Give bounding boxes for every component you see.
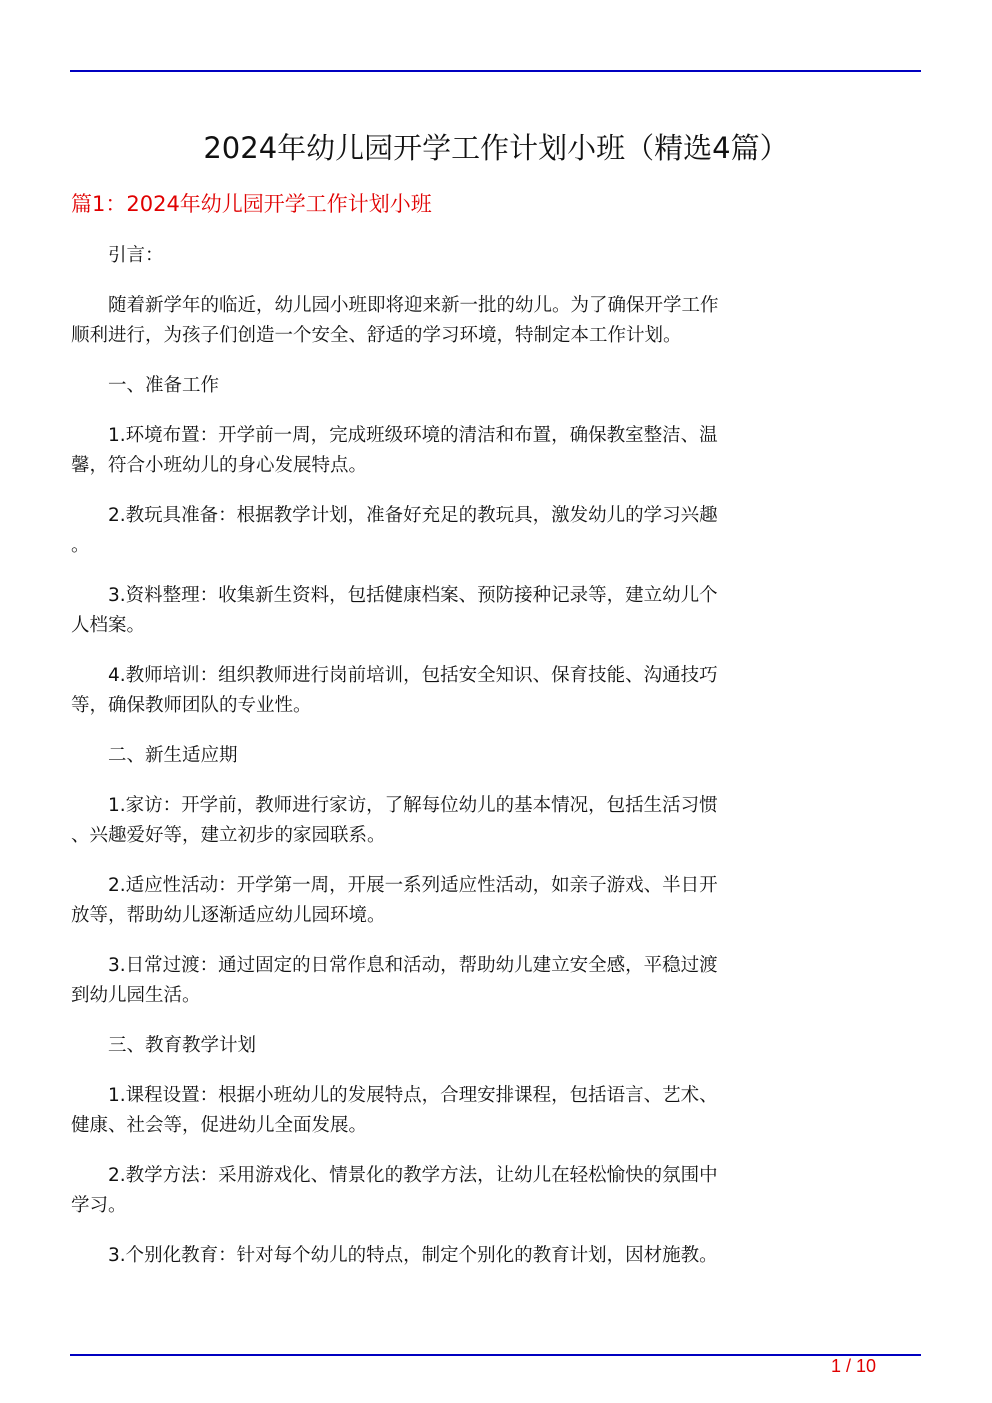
paragraph	[71, 661, 771, 721]
paragraph-line: 2.适应性活动：开学第一周，开展一系列适应性活动，如亲子游戏、半日开	[108, 875, 718, 896]
paragraph-line: 。	[71, 535, 90, 556]
paragraph-line: 三、教育教学计划	[108, 1035, 257, 1056]
paragraph	[71, 421, 771, 481]
paragraph	[71, 241, 771, 271]
paragraph-line: 健康、社会等，促进幼儿全面发展。	[71, 1115, 368, 1136]
paragraph-line: 1.环境布置：开学前一周，完成班级环境的清洁和布置，确保教室整洁、温	[108, 425, 718, 446]
section-heading: 篇1：2024年幼儿园开学工作计划小班	[71, 192, 432, 216]
paragraph	[71, 501, 771, 561]
paragraph	[71, 741, 771, 771]
paragraph	[71, 1031, 771, 1061]
paragraph-line: 2.教玩具准备：根据教学计划，准备好充足的教玩具，激发幼儿的学习兴趣	[108, 505, 718, 526]
paragraph	[71, 791, 771, 851]
paragraph	[71, 1161, 771, 1221]
paragraph-line: 随着新学年的临近，幼儿园小班即将迎来新一批的幼儿。为了确保开学工作	[108, 295, 719, 316]
paragraph	[71, 1241, 771, 1271]
paragraph-line: 引言：	[108, 245, 164, 266]
paragraph	[71, 951, 771, 1011]
paragraph-line: 馨，符合小班幼儿的身心发展特点。	[71, 455, 368, 476]
paragraph-line: 学习。	[71, 1195, 127, 1216]
header-rule	[70, 70, 921, 72]
paragraph	[71, 871, 771, 931]
paragraph-line: 4.教师培训：组织教师进行岗前培训，包括安全知识、保育技能、沟通技巧	[108, 665, 718, 686]
document-body	[71, 241, 771, 1291]
paragraph-line: 二、新生适应期	[108, 745, 238, 766]
paragraph-line: 3.日常过渡：通过固定的日常作息和活动，帮助幼儿建立安全感，平稳过渡	[108, 955, 718, 976]
paragraph-line: 人档案。	[71, 615, 146, 636]
page-indicator: 1 / 10	[830, 1356, 876, 1376]
paragraph-line: 2.教学方法：采用游戏化、情景化的教学方法，让幼儿在轻松愉快的氛围中	[108, 1165, 718, 1186]
paragraph	[71, 291, 771, 351]
paragraph-line: 1.课程设置：根据小班幼儿的发展特点，合理安排课程，包括语言、艺术、	[108, 1085, 718, 1106]
paragraph	[71, 1081, 771, 1141]
paragraph-line: 3.资料整理：收集新生资料，包括健康档案、预防接种记录等，建立幼儿个	[108, 585, 718, 606]
paragraph-line: 顺利进行，为孩子们创造一个安全、舒适的学习环境，特制定本工作计划。	[71, 325, 682, 346]
document-title: 2024年幼儿园开学工作计划小班（精选4篇）	[203, 131, 789, 165]
paragraph-line: 1.家访：开学前，教师进行家访，了解每位幼儿的基本情况，包括生活习惯	[108, 795, 718, 816]
paragraph-line: 放等，帮助幼儿逐渐适应幼儿园环境。	[71, 905, 386, 926]
footer-rule	[70, 1354, 921, 1356]
paragraph	[71, 581, 771, 641]
paragraph-line: 到幼儿园生活。	[71, 985, 201, 1006]
paragraph	[71, 371, 771, 401]
paragraph-line: 3.个别化教育：针对每个幼儿的特点，制定个别化的教育计划，因材施教。	[108, 1245, 718, 1266]
paragraph-line: 、兴趣爱好等，建立初步的家园联系。	[71, 825, 386, 846]
paragraph-line: 一、准备工作	[108, 375, 220, 396]
paragraph-line: 等，确保教师团队的专业性。	[71, 695, 312, 716]
